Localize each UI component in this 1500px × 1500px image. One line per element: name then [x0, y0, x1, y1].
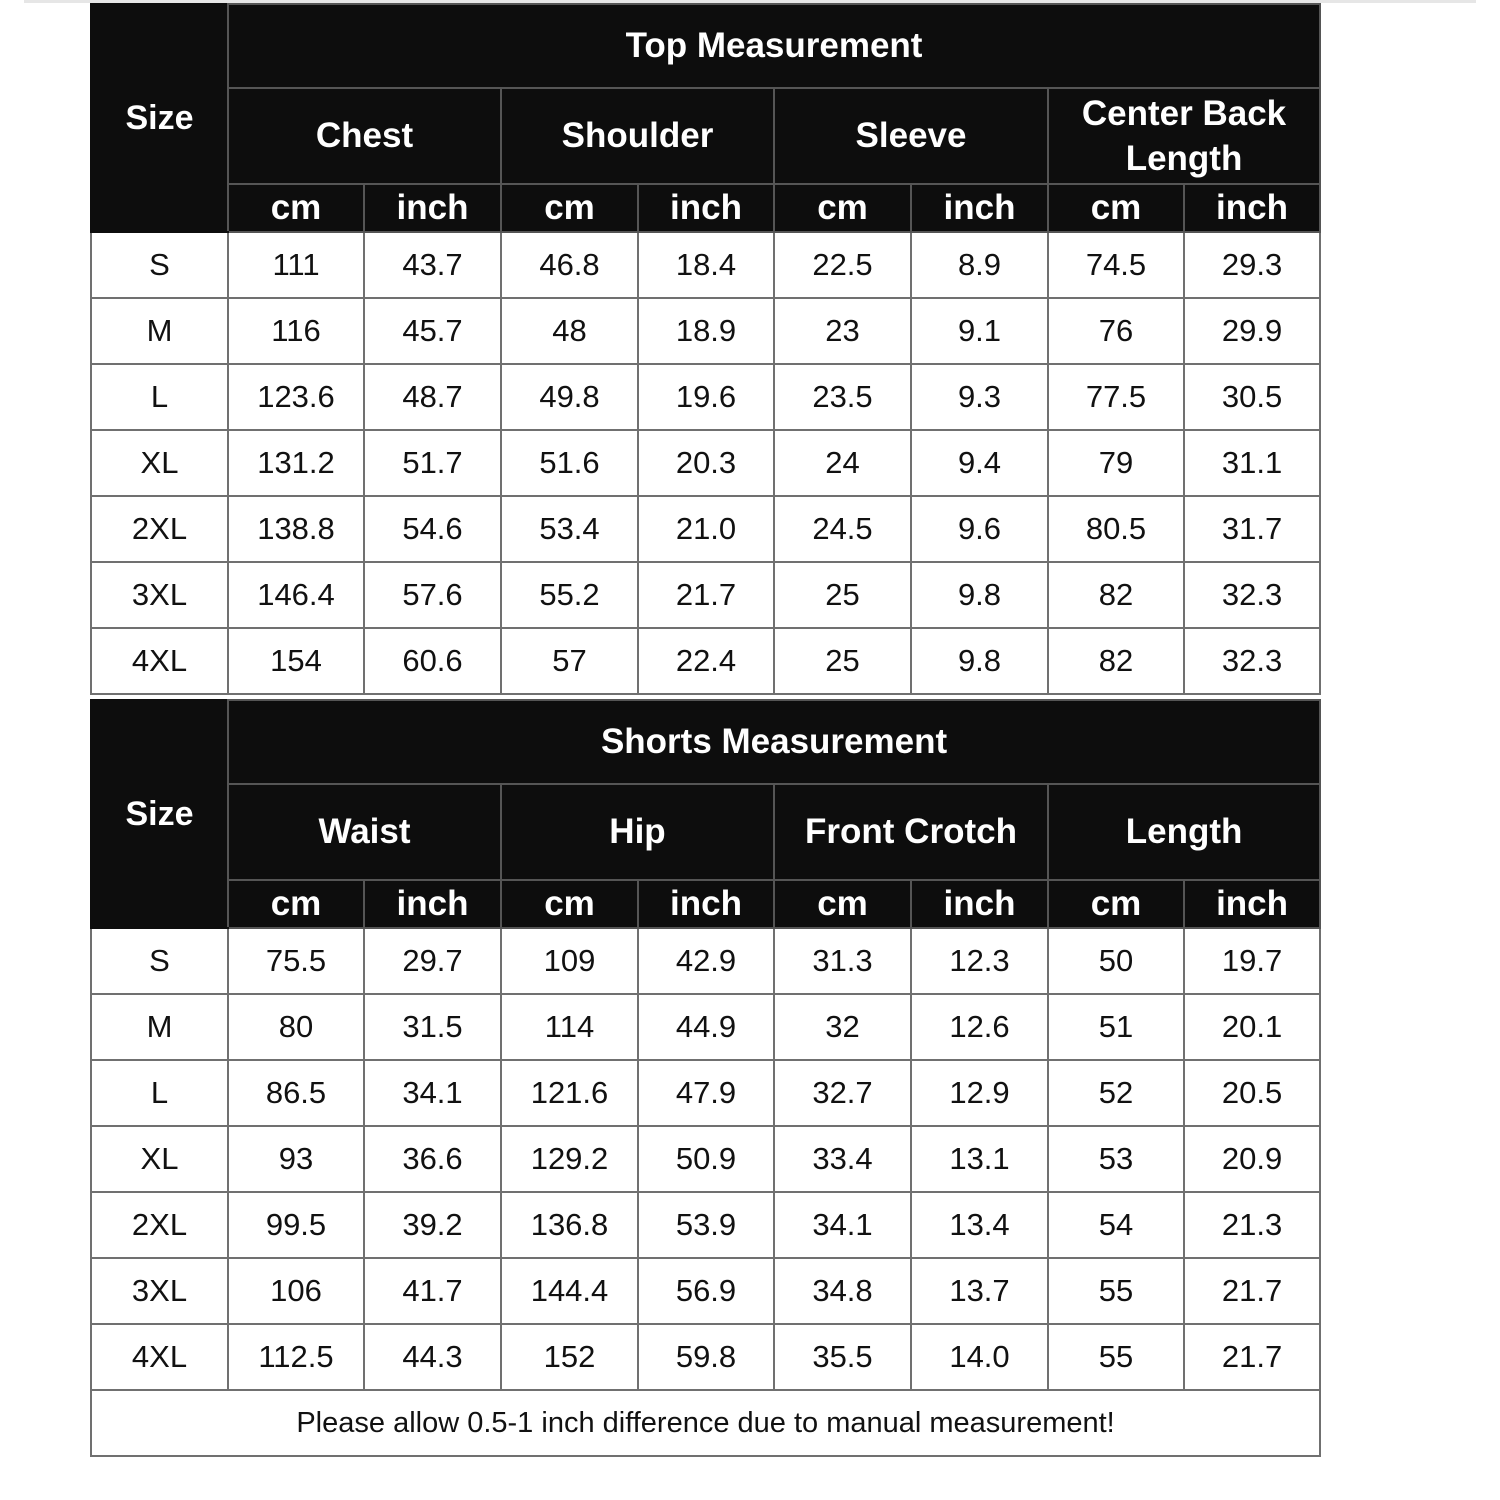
measurement-cell: 25	[774, 562, 911, 628]
measurement-note: Please allow 0.5-1 inch difference due to manual measurement!	[91, 1390, 1320, 1456]
measurement-cell: 22.4	[638, 628, 774, 694]
measurement-cell: 74.5	[1048, 232, 1184, 298]
measurement-cell: 9.4	[911, 430, 1048, 496]
unit-header: inch	[911, 184, 1048, 232]
measurement-cell: 19.6	[638, 364, 774, 430]
measurement-cell: 114	[501, 994, 638, 1060]
table-row	[91, 232, 1320, 298]
size-label: XL	[91, 1126, 228, 1192]
table-row	[91, 928, 1320, 994]
measurement-cell: 53.4	[501, 496, 638, 562]
measurement-cell: 24.5	[774, 496, 911, 562]
table-row	[91, 298, 1320, 364]
measurement-cell: 30.5	[1184, 364, 1320, 430]
size-label: 3XL	[91, 1258, 228, 1324]
measurement-cell: 9.8	[911, 562, 1048, 628]
measurement-cell: 12.6	[911, 994, 1048, 1060]
measurement-cell: 46.8	[501, 232, 638, 298]
measurement-cell: 99.5	[228, 1192, 364, 1258]
measurement-cell: 35.5	[774, 1324, 911, 1390]
table-row	[91, 562, 1320, 628]
group-header-center-back-length: Center Back Length	[1048, 88, 1320, 184]
unit-header: cm	[501, 184, 638, 232]
measurement-cell: 80.5	[1048, 496, 1184, 562]
table-row	[91, 1126, 1320, 1192]
unit-header: cm	[228, 184, 364, 232]
measurement-cell: 82	[1048, 628, 1184, 694]
measurement-cell: 9.1	[911, 298, 1048, 364]
unit-header: inch	[1184, 184, 1320, 232]
measurement-cell: 121.6	[501, 1060, 638, 1126]
size-label: L	[91, 364, 228, 430]
measurement-cell: 18.9	[638, 298, 774, 364]
unit-header: cm	[774, 184, 911, 232]
table-title: Top Measurement	[228, 4, 1320, 88]
unit-header: cm	[228, 880, 364, 928]
size-label: S	[91, 928, 228, 994]
measurement-cell: 34.1	[364, 1060, 501, 1126]
measurement-cell: 51.7	[364, 430, 501, 496]
shorts-measurement-table	[90, 699, 1321, 1457]
measurement-cell: 76	[1048, 298, 1184, 364]
measurement-cell: 80	[228, 994, 364, 1060]
measurement-cell: 57	[501, 628, 638, 694]
size-label: 2XL	[91, 496, 228, 562]
measurement-cell: 109	[501, 928, 638, 994]
measurement-cell: 44.9	[638, 994, 774, 1060]
measurement-cell: 51.6	[501, 430, 638, 496]
table-row	[91, 1324, 1320, 1390]
table-row	[91, 1060, 1320, 1126]
measurement-cell: 54.6	[364, 496, 501, 562]
unit-header: inch	[638, 880, 774, 928]
measurement-cell: 60.6	[364, 628, 501, 694]
measurement-cell: 18.4	[638, 232, 774, 298]
group-header-sleeve: Sleeve	[774, 88, 1048, 184]
measurement-cell: 32.3	[1184, 562, 1320, 628]
measurement-cell: 54	[1048, 1192, 1184, 1258]
measurement-cell: 41.7	[364, 1258, 501, 1324]
measurement-cell: 82	[1048, 562, 1184, 628]
measurement-cell: 48	[501, 298, 638, 364]
size-label: 2XL	[91, 1192, 228, 1258]
measurement-cell: 21.7	[638, 562, 774, 628]
measurement-cell: 9.8	[911, 628, 1048, 694]
measurement-cell: 29.3	[1184, 232, 1320, 298]
top-measurement-table	[90, 3, 1321, 695]
size-label: 4XL	[91, 628, 228, 694]
measurement-cell: 53	[1048, 1126, 1184, 1192]
measurement-cell: 12.3	[911, 928, 1048, 994]
measurement-cell: 31.5	[364, 994, 501, 1060]
measurement-cell: 33.4	[774, 1126, 911, 1192]
measurement-cell: 25	[774, 628, 911, 694]
measurement-cell: 13.1	[911, 1126, 1048, 1192]
measurement-cell: 59.8	[638, 1324, 774, 1390]
top-table-body	[91, 232, 1320, 694]
measurement-cell: 75.5	[228, 928, 364, 994]
size-header: Size	[91, 4, 228, 232]
measurement-cell: 23	[774, 298, 911, 364]
measurement-cell: 20.9	[1184, 1126, 1320, 1192]
measurement-cell: 111	[228, 232, 364, 298]
measurement-cell: 32.3	[1184, 628, 1320, 694]
measurement-cell: 21.0	[638, 496, 774, 562]
size-header: Size	[91, 700, 228, 928]
measurement-cell: 42.9	[638, 928, 774, 994]
measurement-cell: 146.4	[228, 562, 364, 628]
size-label: XL	[91, 430, 228, 496]
measurement-cell: 55.2	[501, 562, 638, 628]
group-header-length: Length	[1048, 784, 1320, 880]
measurement-cell: 29.9	[1184, 298, 1320, 364]
unit-header: cm	[1048, 880, 1184, 928]
table-row	[91, 496, 1320, 562]
unit-header: inch	[364, 184, 501, 232]
table-row	[91, 1258, 1320, 1324]
measurement-cell: 93	[228, 1126, 364, 1192]
measurement-cell: 31.1	[1184, 430, 1320, 496]
measurement-cell: 21.3	[1184, 1192, 1320, 1258]
unit-header: cm	[501, 880, 638, 928]
size-label: S	[91, 232, 228, 298]
group-header-shoulder: Shoulder	[501, 88, 774, 184]
measurement-cell: 8.9	[911, 232, 1048, 298]
size-label: 3XL	[91, 562, 228, 628]
measurement-cell: 31.3	[774, 928, 911, 994]
measurement-cell: 47.9	[638, 1060, 774, 1126]
measurement-cell: 52	[1048, 1060, 1184, 1126]
table-row	[91, 430, 1320, 496]
size-label: 4XL	[91, 1324, 228, 1390]
measurement-cell: 14.0	[911, 1324, 1048, 1390]
measurement-cell: 50	[1048, 928, 1184, 994]
measurement-cell: 57.6	[364, 562, 501, 628]
measurement-cell: 21.7	[1184, 1258, 1320, 1324]
measurement-cell: 13.4	[911, 1192, 1048, 1258]
measurement-cell: 123.6	[228, 364, 364, 430]
measurement-cell: 36.6	[364, 1126, 501, 1192]
group-header-hip: Hip	[501, 784, 774, 880]
unit-header: cm	[1048, 184, 1184, 232]
measurement-cell: 152	[501, 1324, 638, 1390]
measurement-cell: 23.5	[774, 364, 911, 430]
measurement-cell: 9.3	[911, 364, 1048, 430]
unit-header: inch	[1184, 880, 1320, 928]
table-row	[91, 628, 1320, 694]
measurement-cell: 112.5	[228, 1324, 364, 1390]
measurement-cell: 13.7	[911, 1258, 1048, 1324]
measurement-cell: 55	[1048, 1324, 1184, 1390]
measurement-cell: 32	[774, 994, 911, 1060]
table-row	[91, 1192, 1320, 1258]
group-header-waist: Waist	[228, 784, 501, 880]
measurement-cell: 77.5	[1048, 364, 1184, 430]
measurement-cell: 24	[774, 430, 911, 496]
measurement-cell: 32.7	[774, 1060, 911, 1126]
measurement-cell: 21.7	[1184, 1324, 1320, 1390]
table-row	[91, 364, 1320, 430]
measurement-cell: 55	[1048, 1258, 1184, 1324]
measurement-cell: 34.8	[774, 1258, 911, 1324]
size-label: M	[91, 298, 228, 364]
measurement-cell: 144.4	[501, 1258, 638, 1324]
measurement-cell: 20.5	[1184, 1060, 1320, 1126]
measurement-cell: 154	[228, 628, 364, 694]
measurement-cell: 39.2	[364, 1192, 501, 1258]
shorts-table-body	[91, 928, 1320, 1390]
unit-header: inch	[638, 184, 774, 232]
measurement-cell: 12.9	[911, 1060, 1048, 1126]
table-row	[91, 994, 1320, 1060]
measurement-cell: 51	[1048, 994, 1184, 1060]
unit-header: inch	[911, 880, 1048, 928]
measurement-cell: 34.1	[774, 1192, 911, 1258]
unit-header: cm	[774, 880, 911, 928]
measurement-cell: 44.3	[364, 1324, 501, 1390]
size-label: M	[91, 994, 228, 1060]
measurement-cell: 19.7	[1184, 928, 1320, 994]
measurement-cell: 45.7	[364, 298, 501, 364]
measurement-cell: 53.9	[638, 1192, 774, 1258]
group-header-chest: Chest	[228, 88, 501, 184]
measurement-cell: 9.6	[911, 496, 1048, 562]
table-title: Shorts Measurement	[228, 700, 1320, 784]
measurement-cell: 106	[228, 1258, 364, 1324]
measurement-cell: 56.9	[638, 1258, 774, 1324]
measurement-cell: 49.8	[501, 364, 638, 430]
measurement-cell: 20.3	[638, 430, 774, 496]
measurement-cell: 136.8	[501, 1192, 638, 1258]
measurement-cell: 22.5	[774, 232, 911, 298]
measurement-cell: 131.2	[228, 430, 364, 496]
measurement-cell: 29.7	[364, 928, 501, 994]
measurement-cell: 20.1	[1184, 994, 1320, 1060]
measurement-cell: 48.7	[364, 364, 501, 430]
measurement-cell: 86.5	[228, 1060, 364, 1126]
size-label: L	[91, 1060, 228, 1126]
measurement-cell: 116	[228, 298, 364, 364]
group-header-front-crotch: Front Crotch	[774, 784, 1048, 880]
unit-header: inch	[364, 880, 501, 928]
measurement-cell: 129.2	[501, 1126, 638, 1192]
measurement-cell: 79	[1048, 430, 1184, 496]
measurement-cell: 31.7	[1184, 496, 1320, 562]
measurement-cell: 43.7	[364, 232, 501, 298]
measurement-cell: 50.9	[638, 1126, 774, 1192]
measurement-cell: 138.8	[228, 496, 364, 562]
